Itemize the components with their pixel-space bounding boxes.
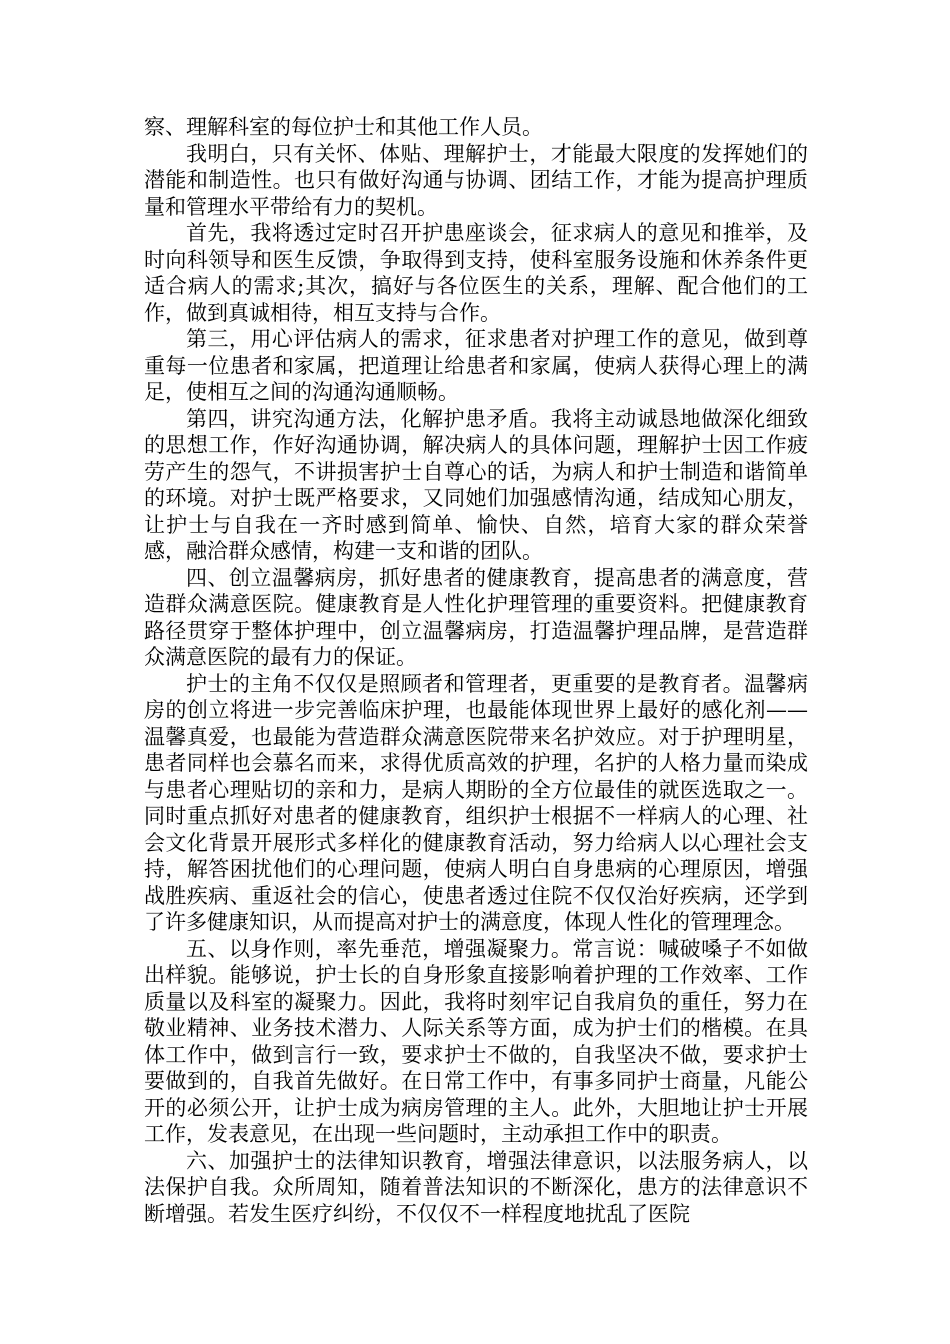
paragraph-first-second: 首先，我将透过定时召开护患座谈会，征求病人的意见和推举，及时向科领导和医生反馈，争取得到支持，使科室服务设施和休养条件更适合病人的需求;其次，搞好与各位医生的关系，理解、配合他们的工作，做到真诚相待，相互支持与合作。 [144, 221, 808, 325]
paragraph-section-five: 五、以身作则，率先垂范，增强凝聚力。常言说：喊破嗓子不如做出样貌。能够说，护士长的自身形象直接影响着护理的工作效率、工作质量以及科室的凝聚力。因此，我将时刻牢记自我肩负的重任，努力在敬业精神、业务技术潜力、人际关系等方面，成为护士们的楷模。在具体工作中，做到言行一致，要求护士不做的，自我坚决不做，要求护士要做到的，自我首先做好。在日常工作中，有事多同护士商量，凡能公开的必须公开，让护士成为病房管理的主人。此外，大胆地让护士开展工作，发表意见，在出现一些问题时，主动承担工作中的职责。 [144, 936, 808, 1146]
paragraph-section-six: 六、加强护士的法律知识教育，增强法律意识，以法服务病人，以法保护自我。众所周知，随着普法知识的不断深化，患方的法律意识不断增强。若发生医疗纠纷，不仅仅不一样程度地扰乱了医院 [144, 1148, 808, 1226]
paragraph-third: 第三，用心评估病人的需求，征求患者对护理工作的意见，做到尊重每一位患者和家属，把道理让给患者和家属，使病人获得心理上的满足，使相互之间的沟通沟通顺畅。 [144, 327, 808, 404]
paragraph-nurse-role: 护士的主角不仅仅是照顾者和管理者，更重要的是教育者。温馨病房的创立将进一步完善临床护理，也最能体现世界上最好的感化剂——温馨真爱，也最能为营造群众满意医院带来名护效应。对于护理明星，患者同样也会慕名而来，求得优质高效的护理，名护的人格力量而染成与患者心理贴切的亲和力，是病人期盼的全方位最佳的就医选取之一。同时重点抓好对患者的健康教育，组织护士根据不一样病人的心理、社会文化背景开展形式多样化的健康教育活动，努力给病人以心理社会支持，解答困扰他们的心理问题，使病人明白自身患病的心理原因，增强战胜疾病、重返社会的信心，使患者透过住院不仅仅治好疾病，还学到了许多健康知识，从而提高对护士的满意度，体现人性化的管理理念。 [144, 671, 808, 934]
paragraph-section-four: 四、创立温馨病房，抓好患者的健康教育，提高患者的满意度，营造群众满意医院。健康教育是人性化护理管理的重要资料。把健康教育路径贯穿于整体护理中，创立温馨病房，打造温馨护理品牌，是营造群众满意医院的最有力的保证。 [144, 565, 808, 669]
paragraph-fourth: 第四，讲究沟通方法，化解护患矛盾。我将主动诚恳地做深化细致的思想工作，作好沟通协调，解决病人的具体问题，理解护士因工作疲劳产生的怨气，不讲损害护士自尊心的话，为病人和护士制造和谐简单的环境。对护士既严格要求，又同她们加强感情沟通，结成知心朋友，让护士与自我在一齐时感到简单、愉快、自然，培育大家的群众荣誉感，融洽群众感情，构建一支和谐的团队。 [144, 406, 808, 563]
document-page [144, 114, 808, 1227]
paragraph-continuation: 察、理解科室的每位护士和其他工作人员。 [144, 115, 543, 139]
paragraph-understanding: 我明白，只有关怀、体贴、理解护士，才能最大限度的发挥她们的潜能和制造性。也只有做好沟通与协调、团结工作，才能为提高护理质量和管理水平带给有力的契机。 [144, 141, 808, 219]
